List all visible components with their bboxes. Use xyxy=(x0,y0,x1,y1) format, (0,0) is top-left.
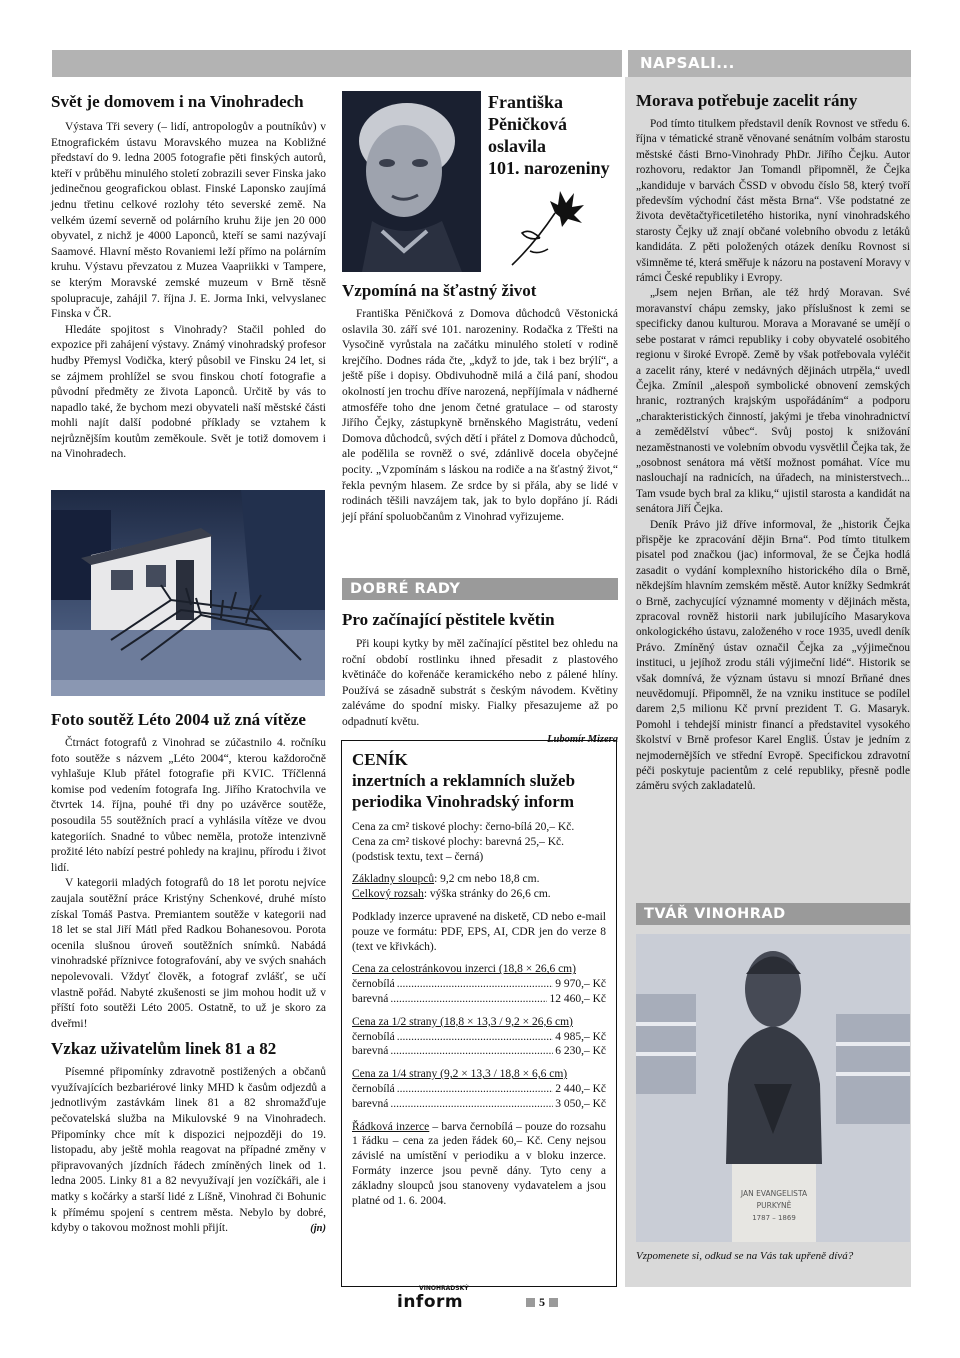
birthday-title-block xyxy=(488,91,618,179)
price-list-subtitle: periodika Vinohradský inform xyxy=(352,792,574,811)
article-paragraph: Výstava Tři severy (– lidí, antropologův a poutníkův) v Etnografickém ústavu Moravského muzea na Kobližné představí do 9. ledna 2005 fotografie pěti finských autorů, kteří v průběhu minulého století zobrazili sever Finska jako jedinečnou geografickou oblast. Finské Laponsko zaujímá jednu třetinu celkové rozlohy této severské země. Na velkém území severně od polárního kruhu žije jen 20 000 obyvatel, z nichž je 4000 Laponců, kteří se sami nazývají Saamové. Hlavní město Rovaniemi leží přímo na polárním kruhu. Výstavu převzatou z Muzea Vaapriikki v Tampere, se kterým Moravské zemské muzeum v Brně těsně spolupracuje, zahájil 7. října J. E. Jorma Inki, velvyslanec Finska v ČR. xyxy=(51,121,326,321)
page-size-label: Celkový rozsah xyxy=(352,888,424,901)
price-list-title: CENÍK xyxy=(352,750,408,769)
article-paragraph xyxy=(51,1065,326,1237)
price-row xyxy=(352,1082,606,1097)
column-2-tips xyxy=(342,610,618,745)
line-ads-info xyxy=(352,1120,606,1209)
submission-info: Podklady inzerce upravené na disketě, CD nebo e-mail pouze ve formátu: PDF, EPS, AI, CDR jen do verze 8 (text ve křivkách). xyxy=(352,910,606,953)
price-line: Cena za cm² tiskové plochy: barevná 25,– Kč. xyxy=(352,835,564,848)
statue-image xyxy=(636,934,910,1242)
dot-leader xyxy=(397,977,553,992)
article-title: Vzpomíná na šťastný život xyxy=(342,281,537,300)
price-row xyxy=(352,1097,606,1112)
price-block-head: Cena za 1/4 strany (9,2 × 13,3 / 18,8 × 6,6 cm) xyxy=(352,1068,568,1081)
dot-leader xyxy=(390,992,547,1007)
article-paragraph: Pod tímto titulkem představil deník Rovnost ve středu 6. října v tématické straně věnované senátním volbám starostu městské části Brno-Vinohrady PhDr. Jiřího Čejku. Autor rozhovoru, redaktor Jan Tomandl připomněl, že Čejka „kandiduje v barvách ČSSD v obvodu číslo 58, který tvoří především východní část města Brna“. Vše podstatné ze života devětačtyřicetiletého historika, nyní vinohradského starosty Čejky už znají občané volebního obvodu z letáků kandidáta. Z pěti položených otázek deníku Rovnost si všimněme té, která směřuje k názoru na postavení Moravy v rámci České republiky i Evropy. xyxy=(636,118,910,285)
article-title: Morava potřebuje zacelit rány xyxy=(636,91,858,110)
statue-inscription: PURKYNĚ xyxy=(756,1201,792,1210)
article-paragraph: „Jsem nejen Brňan, ale též hrdý Moravan. Své moravanství chápu zemsky, jako příslušnost k zemi se specifickу danou kulturou. Morava a Moravané se umějí o sebe postarat v rámci republiky i coby obyvatelé osobitého regionu v široké Evropě. Země by však potřebovala vyléčit a zacelit rány, které v nedávných dějinách utrpěla,“ uvedl Čejka. Zmínil „alespoň symbolické obnovení zemských hranic, roztraných krajským uspořádáním“ a podporu „charakteristických činností, jakými je třeba vinohradnictví a zemědělství vůbec“. Svůj postoj k snižování nezaměstnanosti ve volebním obvodu vysvětlil Čejka tak, že „osobnost senátora má větší možnost pomáhat. Více mu naslouchají na radnicích, na úřadech, na ministerstvech... Tam vsude bych bral za kliku,“ ujistil starosta a kandidát na senátora Jiří Čejka. xyxy=(636,287,910,516)
price-row-label: barevná xyxy=(352,1045,389,1058)
page-number-block xyxy=(526,1295,558,1310)
inform-logo xyxy=(397,1285,477,1313)
column-width-value: : 9,2 cm nebo 18,8 cm. xyxy=(434,873,540,886)
price-row-label: černobílá xyxy=(352,978,395,991)
dot-leader xyxy=(397,1030,553,1045)
price-row xyxy=(352,1030,606,1045)
dot-leader xyxy=(390,1097,553,1112)
carnation-flower-icon xyxy=(500,183,595,268)
article-paragraph: Františka Pěničková z Domova důchodců Věstonická oslavila 30. září své 101. narozeniny. Rodačka z Třešti na Vysočině vyrůstala na začátku minulého století v rodině krejčího. Dodnes ráda čte, „když to jde, tak i bez brýlí“, a ještě píše i dopisy. Obdivuhodně milá a čilá paní, shodou okolností jen trochu dříve narozená, nepříjímala v nádherné atmosféře toho dne jenom četné gratulace – od starosty Jiřího Čejky, zástupkyně brněnského Magistrátu, vedení Domova důchodců, svých dětí i přátel z Domova důchodců, ale podělila se rovněž o své, zdánlivě docela obyčejné pocity. „Vzpomínám s láskou na rodiče a na šťastný život,“ řekla pevným hlasem. Ze srdce by si přála, aby se lidé v rodinách těšili navzájem tak, jak to bylo dopřáno jí. Rádi její přání spoluobčanům z Vinohrad vyřizujeme. xyxy=(342,308,618,523)
lapland-house-photo xyxy=(51,490,325,696)
article-title: Foto soutěž Léto 2004 už zná vítěze xyxy=(51,710,306,729)
lapland-photo-image xyxy=(51,490,325,696)
price-row-value: 3 050,– Kč xyxy=(555,1097,606,1110)
statue-inscription: JAN EVANGELISTA xyxy=(740,1189,808,1198)
column-width-line xyxy=(352,872,606,887)
article-text: Písemné připomínky zdravotně postižených a občanů využívajících bezbariérové linky MHD k časům odjezdů a jednotlivým zastávkám linek 81 a 82 shromažďuje pečovatelská služba na Mikulovské 9 na Vinohradech. Připomínky chce mít k dispozici nejpozději do 19. listopadu, aby ještě mohla reagovat na případné změny v připravovaných jízdních řádech zmíněných linek od 1. ledna 2005. Linky 81 a 82 nevyužívají jen vozíčkáři, ale i matky s kočárky a starší lidé z Líšně, Vinohrad či Bohunic k přímému spojení s centrem města. Nebylo by dobré, kdyby o takovou možnost mohli přijít. xyxy=(51,1066,326,1235)
line-ads-text: – barva černobílá – pouze do rozsahu 1 řádku – cena za jeden řádek 60,– Kč. Ceny nejsou závislé na umístění v periodiku a v bloku inzerce. Formáty inzerce jsou pevně dány. Tyto ceny a základny sloupců jsou stanoveny vydavatelem a jsou platné od 1. 6. 2004. xyxy=(352,1120,606,1207)
price-row-label: černobílá xyxy=(352,1030,395,1043)
article-paragraph: Čtrnáct fotografů z Vinohrad se zúčastnilo 4. ročníku foto soutěže s názvem „Léto 2004“, kterou každoročně vyhlašuje Klub přátel fotografie při KVIC. Tříčlenná komise pod vedením fotografa Ing. Jiřího Kratochvila ve čtvrtek 14. října, pouhé tři dny po uzávěrce soutěže, posoudila 55 soutěžních prací a vyhlásila vítěze ve dvou kategoriích. Snadné to vůbec neměla, protože intenzivně prožité léto nabízí pestré pohledy na krajinu, přírodu i život lidí. xyxy=(51,737,326,874)
napsali-label: NAPSALI... xyxy=(640,54,735,72)
page-size-value: : výška stránky do 26,6 cm. xyxy=(423,888,551,901)
price-row-value: 6 230,– Kč xyxy=(555,1045,606,1058)
price-row xyxy=(352,992,606,1007)
price-note: (podstisk textu, text – černá) xyxy=(352,850,484,863)
article-paragraph: V kategorii mladých fotografů do 18 let porotu nejvíce zaujala soutěžní práce Kristýny Schenkové, druhé místo získal Tomáš Pastva. Premiantem soutěže v kategorii nad 18 let se stal Jiří Mátl před Radkou Bohanesovou. Porota ocenila slušnou úroveň soutěžních snímků. Nabádá vinohradské příznivce fotografování, aby ve svých snahách nepolevovali. Vždyť člověk, a fotograf zvlášť, se učí vlastně pořád. Nabyté zkušenosti se jim mohou hodit už v příští foto soutěži Léto 2005. Ostatně, to už je skoro za dveřmi! xyxy=(51,877,326,1030)
author-sign: Lubomír Mizera xyxy=(547,733,618,745)
article-paragraph: Deník Právo již dříve informoval, že „historik Čejka přispěje ke zpracování dějin Brna“. Pod tímto titulkem pisatel pod značkou (jac) informoval, že se Čejka hodlá zasadit o vydání komplexního historického díla o Brně, někdejším hlavním zemském městě. Autor knížky Sedmkrát o Brně, zachycující významné momenty v dějinách města, zpracoval rovněž historii nark jubilujícího Masarykova onkologického ústavu, založeného v roce 1935, uvedl deník Právo. Zmíněný ústav označil Čejka za „výjimečnou instituci, u jejíhož zrodu stáli výjimeční lidé“. Historik se však domnívá, že význam ústavu si mnozí Brňané dnes neuvědomují. Připomněl, že na vzniku instituce se podílel darem 2,5 milionu Kč první prezident T. G. Masaryk. Pomohl i tehdejší ministr financí a představitel vysokého školství v Brně profesor Karel Engliš. Ústav je jedním z nejmodernějších ve střední Evropě. Specifickou zdravotní péči poskytuje pacientům z celé republiky, přesně podle záměru svých zakladatelů. xyxy=(636,518,910,793)
birthday-title-line: Františka xyxy=(488,92,564,112)
article-title: Pro začínající pěstitele květin xyxy=(342,610,555,629)
page-number: 5 xyxy=(539,1295,545,1309)
square-icon xyxy=(526,1298,535,1307)
column-width-label: Základny sloupců xyxy=(352,873,435,886)
logo-small-text: VINOHRADSKÝ xyxy=(419,1285,469,1292)
price-row-value: 12 460,– Kč xyxy=(549,992,606,1005)
price-row-label: barevná xyxy=(352,1097,389,1110)
price-row xyxy=(352,1044,606,1059)
price-row-label: barevná xyxy=(352,992,389,1005)
article-paragraph: Při koupi kytky by měl začínající pěstitel bez ohledu na roční období rostlinku ihned přesadit z plastového květináče do kořenáče keramického nebo z pálené hlíny. Používá se zásadně substrát s českým návodem. Květiny zaléváme do spodní misky. Fialky přesazujeme až po odpadnutí květu. xyxy=(342,638,618,728)
birthday-title-line: 101. narozeniny xyxy=(488,158,610,178)
birthday-title-line: Pěničková xyxy=(488,114,567,134)
portrait-photo xyxy=(342,91,481,272)
column-2 xyxy=(342,281,618,525)
price-row xyxy=(352,977,606,992)
dot-leader xyxy=(390,1044,553,1059)
square-icon xyxy=(549,1298,558,1307)
price-line: Cena za cm² tiskové plochy: černo-bílá 20,– Kč. xyxy=(352,821,575,833)
dobre-rady-tag: DOBRÉ RADY xyxy=(342,578,618,600)
price-list-subtitle: inzertních a reklamních služeb xyxy=(352,771,576,790)
column-3 xyxy=(636,91,910,795)
article-paragraph: Hledáte spojitost s Vinohrady? Stačil pohled do expozice při zahájení výstavy. Známý vinohradský profesor hudby Přemysl Vodička, který působil ve Finsku 24 let, si se zájmem prohlížel se svou finskou chotí fotografie a původní předměty ze života Laponců. Určitě by vás to napadlo také, že bychom mezi obyvateli naší městské části mohli najít další podobné příklady se vztahem k nejrůznějším koutům zeměkoule. Svět je totiž domovem i na Vinohradech. xyxy=(51,323,326,461)
price-row-label: černobílá xyxy=(352,1082,395,1095)
column-1-lower xyxy=(51,710,326,1237)
dot-leader xyxy=(397,1082,553,1097)
author-sign: (jn) xyxy=(310,1223,326,1235)
birthday-title-line: oslavila xyxy=(488,136,547,156)
header-bar-left xyxy=(52,50,622,77)
logo-big-text: inform xyxy=(397,1292,464,1312)
statue-inscription: 1787 – 1869 xyxy=(752,1214,796,1222)
page-size-line xyxy=(352,887,606,902)
price-row-value: 9 970,– Kč xyxy=(555,978,606,991)
line-ads-label: Řádková inzerce xyxy=(352,1120,430,1133)
price-row-value: 2 440,– Kč xyxy=(555,1082,606,1095)
article-title: Vzkaz uživatelům linek 81 a 82 xyxy=(51,1039,277,1059)
price-block-head: Cena za 1/2 strany (18,8 × 13,3 / 9,2 × 26,6 cm) xyxy=(352,1015,573,1028)
article-title: Svět je domovem i na Vinohradech xyxy=(51,92,304,111)
price-row-value: 4 985,– Kč xyxy=(555,1030,606,1043)
statue-caption: Vzpomenete si, odkud se na Vás tak upřeně dívá? xyxy=(636,1250,854,1262)
column-1 xyxy=(51,92,326,463)
price-block-head: Cena za celostránkovou inzerci (18,8 × 26,6 cm) xyxy=(352,963,576,976)
tvar-vinohrad-tag: TVÁŘ VINOHRAD xyxy=(636,903,910,925)
statue-photo xyxy=(636,934,910,1242)
price-list-box xyxy=(341,740,617,1287)
portrait-image xyxy=(342,91,481,272)
